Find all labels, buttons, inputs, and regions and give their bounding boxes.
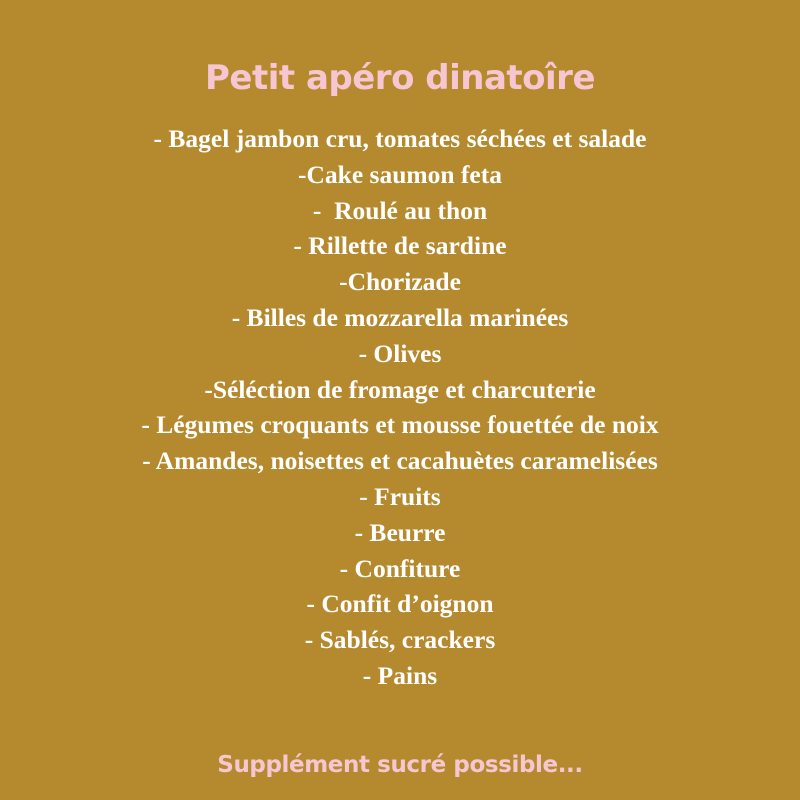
menu-item: - Rillette de sardine xyxy=(293,231,507,261)
menu-title: Petit apéro dinatoîre xyxy=(204,58,595,98)
menu-item: - Sablés, crackers xyxy=(304,625,496,655)
menu-item: -Chorizade xyxy=(339,267,461,297)
menu-item: - Roulé au thon xyxy=(312,195,488,225)
menu-item: - Amandes, noisettes et cacahuètes caramelisées xyxy=(142,446,658,476)
menu-item: - Légumes croquants et mousse fouettée de noix xyxy=(141,410,659,440)
menu-item: - Pains xyxy=(362,660,438,690)
menu-item: - Bagel jambon cru, tomates séchées et salade xyxy=(153,124,647,153)
menu-item: - Confit d’oignon xyxy=(306,589,494,619)
footer-note: Supplément sucré possible... xyxy=(217,752,583,778)
menu-item: - Billes de mozzarella marinées xyxy=(231,302,569,332)
menu-item: -Cake saumon feta xyxy=(298,159,502,189)
menu-item: - Beurre xyxy=(354,517,446,547)
menu-item: - Fruits xyxy=(359,481,441,511)
menu-item: - Confiture xyxy=(339,553,461,583)
menu-item: - Olives xyxy=(358,338,442,368)
menu-item: -Séléction de fromage et charcuterie xyxy=(204,374,596,404)
menu-list xyxy=(0,121,800,694)
